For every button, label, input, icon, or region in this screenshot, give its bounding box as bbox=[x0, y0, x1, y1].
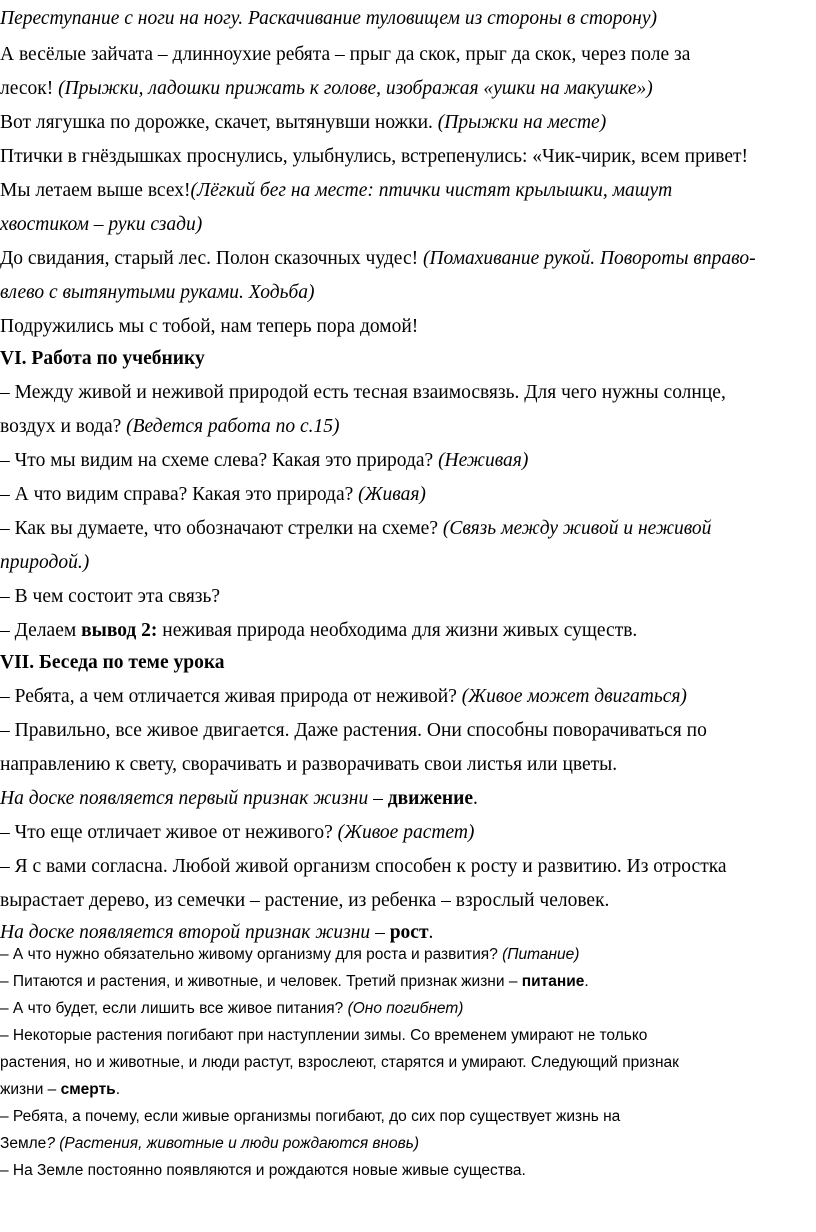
bold-text: движение bbox=[387, 788, 474, 809]
italic-text: (Лёгкий бег на месте: птички чистят крылышки, машут bbox=[190, 180, 673, 201]
text-line bbox=[0, 890, 609, 912]
text: – Питаются и растения, и животные, и человек. Третий признак жизни – bbox=[0, 973, 522, 990]
italic-text: (Прыжки на месте) bbox=[437, 112, 607, 133]
text: – Ребята, а почему, если живые организмы погибают, до сих пор существует жизнь на bbox=[0, 1108, 621, 1125]
text: – А что нужно обязательно живому организму для роста и развития? bbox=[0, 946, 503, 963]
text: растения, но и животные, и люди растут, взрослеют, старятся и умирают. Следующий признак bbox=[0, 1054, 679, 1071]
text-line bbox=[0, 8, 657, 30]
text-line bbox=[0, 1027, 647, 1045]
text-line bbox=[0, 552, 89, 574]
text: вырастает дерево, из семечки – растение, из ребенка – взрослый человек. bbox=[0, 890, 610, 911]
text: неживая природа необходима для жизни живых существ. bbox=[157, 620, 638, 641]
text: – Между живой и неживой природой есть тесная взаимосвязь. Для чего нужны солнце, bbox=[0, 382, 726, 403]
section-heading bbox=[0, 348, 205, 370]
italic-text: На доске появляется второй признак жизни bbox=[0, 922, 371, 943]
italic-text: (Живое растет) bbox=[337, 822, 475, 843]
text: – А что будет, если лишить все живое питания? bbox=[0, 1000, 348, 1017]
bold-text: вывод 2: bbox=[81, 620, 158, 641]
italic-text: На доске появляется первый признак жизни bbox=[0, 788, 369, 809]
text: лесок! bbox=[0, 78, 59, 99]
text-line bbox=[0, 450, 528, 472]
bold-text: рост bbox=[389, 922, 429, 943]
text: . bbox=[584, 973, 589, 990]
text: воздух и вода? bbox=[0, 416, 127, 437]
text: – А что видим справа? Какая это природа? bbox=[0, 484, 359, 505]
section-heading bbox=[0, 652, 225, 674]
text: – Что еще отличает живое от неживого? bbox=[0, 822, 338, 843]
text-line bbox=[0, 484, 426, 506]
italic-text: (Связь между живой и неживой bbox=[442, 518, 712, 539]
text-line bbox=[0, 180, 672, 202]
text: – Делаем bbox=[0, 620, 82, 641]
text-line bbox=[0, 922, 433, 944]
text-line bbox=[0, 620, 637, 642]
text: – На Земле постоянно появляются и рождаются новые живые существа. bbox=[0, 1162, 526, 1179]
text-line bbox=[0, 1135, 419, 1153]
text-line bbox=[0, 686, 687, 708]
text-line bbox=[0, 416, 340, 438]
text-line bbox=[0, 282, 315, 304]
text-line bbox=[0, 720, 707, 742]
text: – bbox=[370, 922, 390, 943]
heading-text: VII. Беседа по теме урока bbox=[0, 652, 225, 673]
text: Подружились мы с тобой, нам теперь пора домой! bbox=[0, 316, 419, 337]
italic-text: хвостиком – руки сзади) bbox=[0, 214, 203, 235]
text-line bbox=[0, 214, 202, 236]
italic-text: (Прыжки, ладошки прижать к голове, изображая «ушки на макушке») bbox=[58, 78, 653, 99]
text: Вот лягушка по дорожке, скачет, вытянувши ножки. bbox=[0, 112, 438, 133]
italic-text: (Живая) bbox=[358, 484, 426, 505]
text-line bbox=[0, 1054, 679, 1072]
text-line bbox=[0, 382, 726, 404]
text-line bbox=[0, 518, 711, 540]
text-line bbox=[0, 1162, 526, 1180]
text: А весёлые зайчата – длинноухие ребята – прыг да скок, прыг да скок, через поле за bbox=[0, 44, 691, 65]
text: направлению к свету, сворачивать и разворачивать свои листья или цветы. bbox=[0, 754, 618, 775]
italic-text: (Оно погибнет) bbox=[347, 1000, 464, 1017]
text: – Я с вами согласна. Любой живой организм способен к росту и развитию. Из отростка bbox=[0, 856, 727, 877]
text: – В чем состоит эта связь? bbox=[0, 586, 221, 607]
italic-text: Переступание с ноги на ногу. Раскачивание туловищем из стороны в сторону) bbox=[0, 8, 657, 29]
text-line bbox=[0, 112, 606, 134]
text: – Правильно, все живое двигается. Даже растения. Они способны поворачиваться по bbox=[0, 720, 707, 741]
italic-text: (Ведется работа по с.15) bbox=[126, 416, 340, 437]
text: Птички в гнёздышках проснулись, улыбнулись, встрепенулись: «Чик-чирик, всем привет! bbox=[0, 146, 749, 167]
heading-text: VI. Работа по учебнику bbox=[0, 348, 205, 369]
text: . bbox=[473, 788, 478, 809]
text: . bbox=[115, 1081, 120, 1098]
text-line bbox=[0, 44, 690, 66]
text-line bbox=[0, 78, 653, 100]
text: – Некоторые растения погибают при наступлении зимы. Со временем умирают не только bbox=[0, 1027, 648, 1044]
text: жизни – bbox=[0, 1081, 61, 1098]
text: – Как вы думаете, что обозначают стрелки на схеме? bbox=[0, 518, 443, 539]
text-line bbox=[0, 1000, 463, 1018]
text-line bbox=[0, 788, 478, 810]
bold-text: смерть bbox=[60, 1081, 116, 1098]
text-line bbox=[0, 973, 589, 991]
italic-text: (Неживая) bbox=[438, 450, 529, 471]
italic-text: ? (Растения, животные и люди рождаются вновь) bbox=[46, 1135, 420, 1152]
text-line bbox=[0, 946, 579, 964]
text-line bbox=[0, 1081, 120, 1099]
text-line bbox=[0, 1108, 620, 1126]
text: – Ребята, а чем отличается живая природа от неживой? bbox=[0, 686, 462, 707]
italic-text: природой.) bbox=[0, 552, 90, 573]
text: – bbox=[368, 788, 388, 809]
text: До свидания, старый лес. Полон сказочных чудес! bbox=[0, 248, 423, 269]
text-line bbox=[0, 586, 220, 608]
bold-text: питание bbox=[521, 973, 585, 990]
text-line bbox=[0, 822, 474, 844]
text-line bbox=[0, 856, 727, 878]
text: Земле bbox=[0, 1135, 47, 1152]
text: – Что мы видим на схеме слева? Какая это природа? bbox=[0, 450, 439, 471]
italic-text: (Помахивание рукой. Повороты вправо- bbox=[422, 248, 756, 269]
italic-text: влево с вытянутыми руками. Ходьба) bbox=[0, 282, 315, 303]
italic-text: (Живое может двигаться) bbox=[461, 686, 687, 707]
italic-text: (Питание) bbox=[502, 946, 580, 963]
text-line bbox=[0, 316, 418, 338]
text: . bbox=[428, 922, 434, 943]
text-line bbox=[0, 754, 617, 776]
text: Мы летаем выше всех! bbox=[0, 180, 191, 201]
text-line bbox=[0, 248, 756, 270]
text-line bbox=[0, 146, 748, 168]
